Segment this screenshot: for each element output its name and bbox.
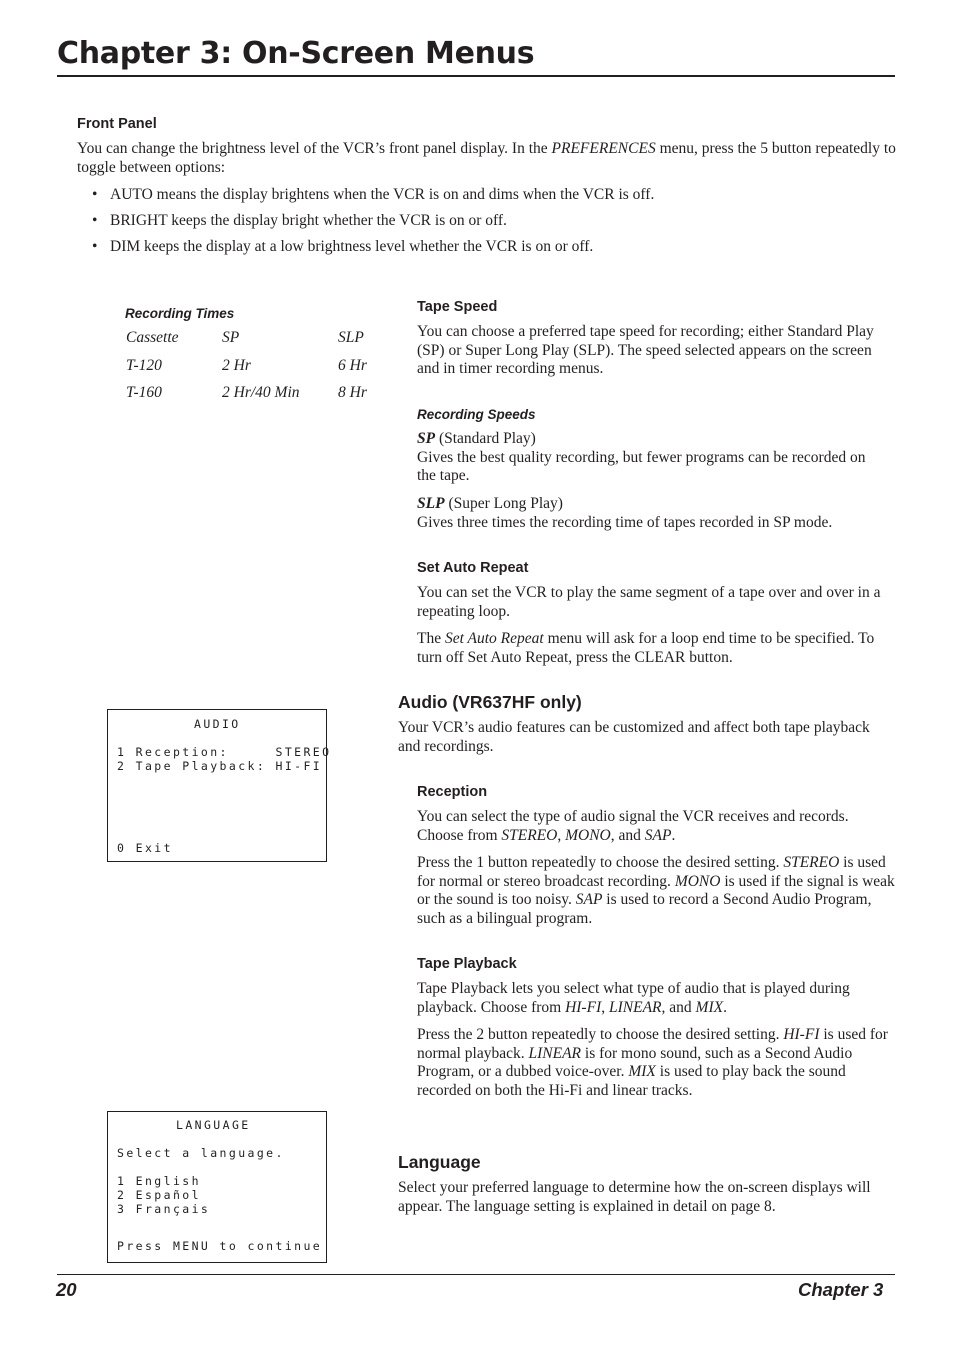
text: is used if the signal is weak or the sound is too noisy. (417, 872, 895, 908)
table-cell: 8 Hr (338, 384, 367, 401)
screen-title: AUDIO (194, 717, 241, 731)
playback-p2 (417, 1026, 895, 1100)
page-number: 20 (56, 1279, 77, 1300)
table-cell: T-120 (126, 356, 162, 374)
slp-name: (Super Long Play) (444, 495, 563, 512)
table-cell: 2 Hr/40 Min (222, 384, 300, 401)
term: MONO (674, 872, 721, 890)
list-item: • DIM keeps the display at a low brightness level whether the VCR is on or off. (77, 238, 897, 264)
tape-playback-heading: Tape Playback (417, 956, 517, 972)
text: is for mono sound, such as a Second Audio Program, or a dubbed voice-over. (417, 1044, 853, 1080)
term: MONO (565, 826, 611, 844)
menu-term: Set Auto Repeat (444, 630, 544, 647)
text: menu will ask for a loop end time to be specified. To turn off Set Auto Repeat, press the CLEAR button. (417, 630, 875, 666)
sp-name: (Standard Play) (435, 430, 536, 447)
table-cell: 6 Hr (338, 356, 367, 374)
front-panel-options (77, 186, 897, 264)
table-header-cell: Cassette (126, 329, 179, 346)
term: HI-FI (565, 998, 602, 1016)
screen-continue: Press MENU to continue (117, 1239, 323, 1253)
table-cell: T-160 (126, 384, 162, 401)
text: , (601, 998, 609, 1016)
text: is used for normal or stereo broadcast recording. (417, 854, 886, 890)
term: LINEAR (608, 998, 662, 1016)
text: . (671, 826, 676, 844)
screen-prompt: Select a language. (117, 1146, 285, 1160)
text: is used to record a Second Audio Program, such as a bilingual program. (417, 891, 872, 927)
slp-description (417, 495, 897, 532)
reception-heading: Reception (417, 784, 488, 800)
front-panel-intro (77, 140, 897, 177)
slp-desc: Gives three times the recording time of tapes recorded in SP mode. (417, 513, 833, 531)
sp-description (417, 430, 887, 486)
auto-repeat-heading: Set Auto Repeat (417, 560, 529, 576)
language-option: 3 Français (117, 1202, 211, 1216)
text: is used for normal playback. (417, 1026, 888, 1062)
text: . (723, 998, 727, 1016)
slp-term: SLP (417, 495, 445, 512)
term: STEREO (783, 854, 840, 871)
sp-desc: Gives the best quality recording, but fewer programs can be recorded on the tape. (417, 448, 866, 484)
audio-menu-screen (107, 709, 332, 862)
term: HI-FI (783, 1026, 820, 1043)
language-option: 1 English (117, 1174, 201, 1188)
text: The (417, 630, 445, 647)
language-menu-screen (107, 1111, 327, 1263)
text: Press the 2 button repeatedly to choose the desired setting. (417, 1026, 784, 1043)
preferences-term: PREFERENCES (551, 140, 656, 157)
front-panel-heading: Front Panel (77, 116, 157, 132)
screen-line: 1 Reception: STEREO (117, 745, 332, 759)
term: STEREO (501, 826, 558, 844)
reception-p1 (417, 808, 887, 845)
text: You can select the type of audio signal the VCR receives and records. Choose from (417, 808, 849, 844)
table-header-cell: SLP (338, 329, 364, 346)
table-row (126, 384, 378, 412)
term: MIX (695, 998, 724, 1016)
sp-term: SP (417, 430, 436, 447)
text: , (557, 826, 566, 844)
text: , and (661, 998, 696, 1016)
term: SAP (575, 891, 603, 908)
intro-text-end: menu, press the 5 button repeatedly to toggle between options: (77, 140, 896, 176)
page-title: Chapter 3: On-Screen Menus (57, 36, 535, 71)
recording-times-title: Recording Times (125, 306, 235, 321)
footer-rule (57, 1274, 895, 1275)
language-body: Select your preferred language to determine how the on-screen displays will appear. The language setting is explained in detail on page 8. (398, 1179, 871, 1215)
list-item: • BRIGHT keeps the display bright whether the VCR is on or off. (77, 212, 897, 238)
table-row (126, 357, 378, 385)
term: SAP (644, 826, 672, 844)
auto-repeat-p2 (417, 630, 887, 667)
auto-repeat-p1: You can set the VCR to play the same segment of a tape over and over in a repeating loop. (417, 584, 881, 620)
language-heading: Language (398, 1152, 481, 1172)
recording-speeds-heading: Recording Speeds (417, 407, 536, 422)
screen-exit: 0 Exit (117, 841, 173, 855)
text: Press the 1 button repeatedly to choose the desired setting. (417, 854, 784, 871)
table-header-row (126, 329, 378, 357)
playback-p1 (417, 980, 887, 1017)
term: MIX (628, 1063, 656, 1080)
screen-title: LANGUAGE (176, 1118, 251, 1132)
text: , and (610, 826, 645, 844)
screen-line: 2 Tape Playback: HI-FI (117, 759, 323, 773)
language-option: 2 Español (117, 1188, 201, 1202)
tape-speed-heading: Tape Speed (417, 299, 498, 315)
table-header-cell: SP (222, 329, 240, 346)
audio-heading: Audio (VR637HF only) (398, 692, 582, 712)
recording-times-table (126, 329, 378, 412)
text: is used to play back the sound recorded on both the Hi-Fi and linear tracks. (417, 1063, 846, 1099)
header-rule (57, 75, 895, 77)
table-cell: 2 Hr (222, 356, 251, 374)
text: Tape Playback lets you select what type of audio that is played during playback. Choose from (417, 980, 850, 1016)
list-item: • AUTO means the display brightens when the VCR is on and dims when the VCR is off. (77, 186, 897, 212)
audio-intro: Your VCR’s audio features can be customized and affect both tape playback and recordings. (398, 719, 870, 755)
term: LINEAR (528, 1044, 582, 1062)
tape-speed-body: You can choose a preferred tape speed for recording; either Standard Play (SP) or Super Long Play (SLP). The speed selected appears on the screen and in timer recording menus. (417, 323, 874, 377)
reception-p2 (417, 854, 895, 928)
footer-chapter: Chapter 3 (798, 1279, 884, 1300)
intro-text: You can change the brightness level of the VCR’s front panel display. In the (77, 140, 552, 157)
